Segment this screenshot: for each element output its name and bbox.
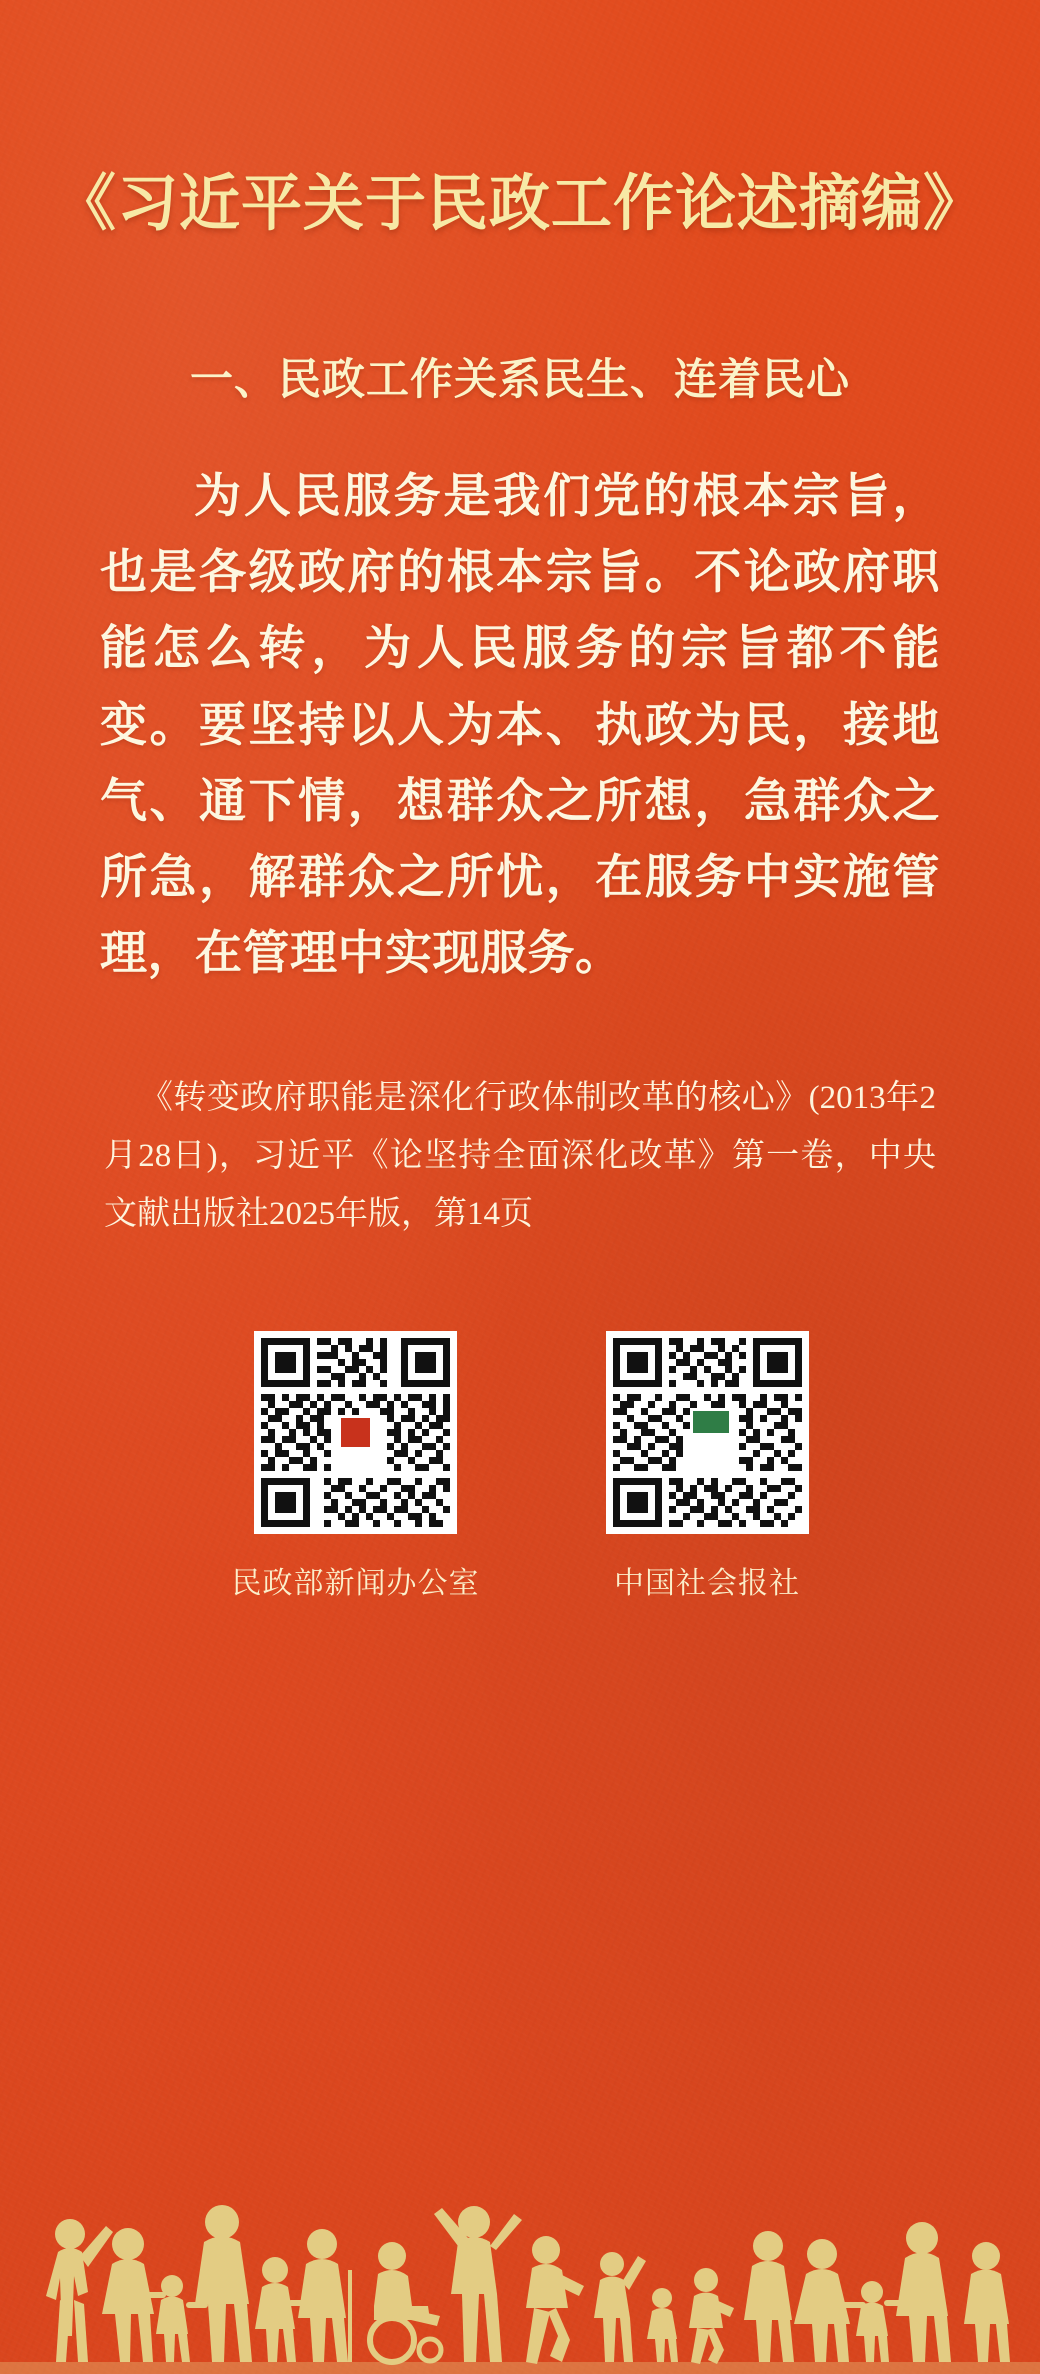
section-heading: 一、民政工作关系民生、连着民心 [190,357,850,405]
qr-code-row [0,1243,1040,1602]
page-title: 《习近平关于民政工作论述摘编》 [54,171,985,238]
qr-caption-newspaper: 中国社会报社 [614,1567,800,1601]
crowd-silhouette-illustration [0,2074,1040,2374]
quote-body-text: 为人民服务是我们党的根本宗旨，也是各级政府的根本宗旨。不论政府职能怎么转，为人民服务的宗旨都不能变。要坚持以人为本、执政为民，接地气、通下情，想群众之所想，急群众之所急，解群众之所忧，在服务中实施管理，在管理中实现服务。 [100,471,940,980]
source-citation: 《转变政府职能是深化行政体制改革的核心》(2013年2月28日)，习近平《论坚持全面深化改革》第一卷，中央文献出版社2025年版，第14页 [104,1080,936,1232]
qr-block-ministry[interactable] [232,1331,480,1602]
qr-code-icon[interactable] [606,1331,809,1534]
qr-block-newspaper[interactable] [606,1331,809,1602]
qr-caption-ministry: 民政部新闻办公室 [231,1567,480,1601]
qr-code-icon[interactable] [254,1331,457,1534]
